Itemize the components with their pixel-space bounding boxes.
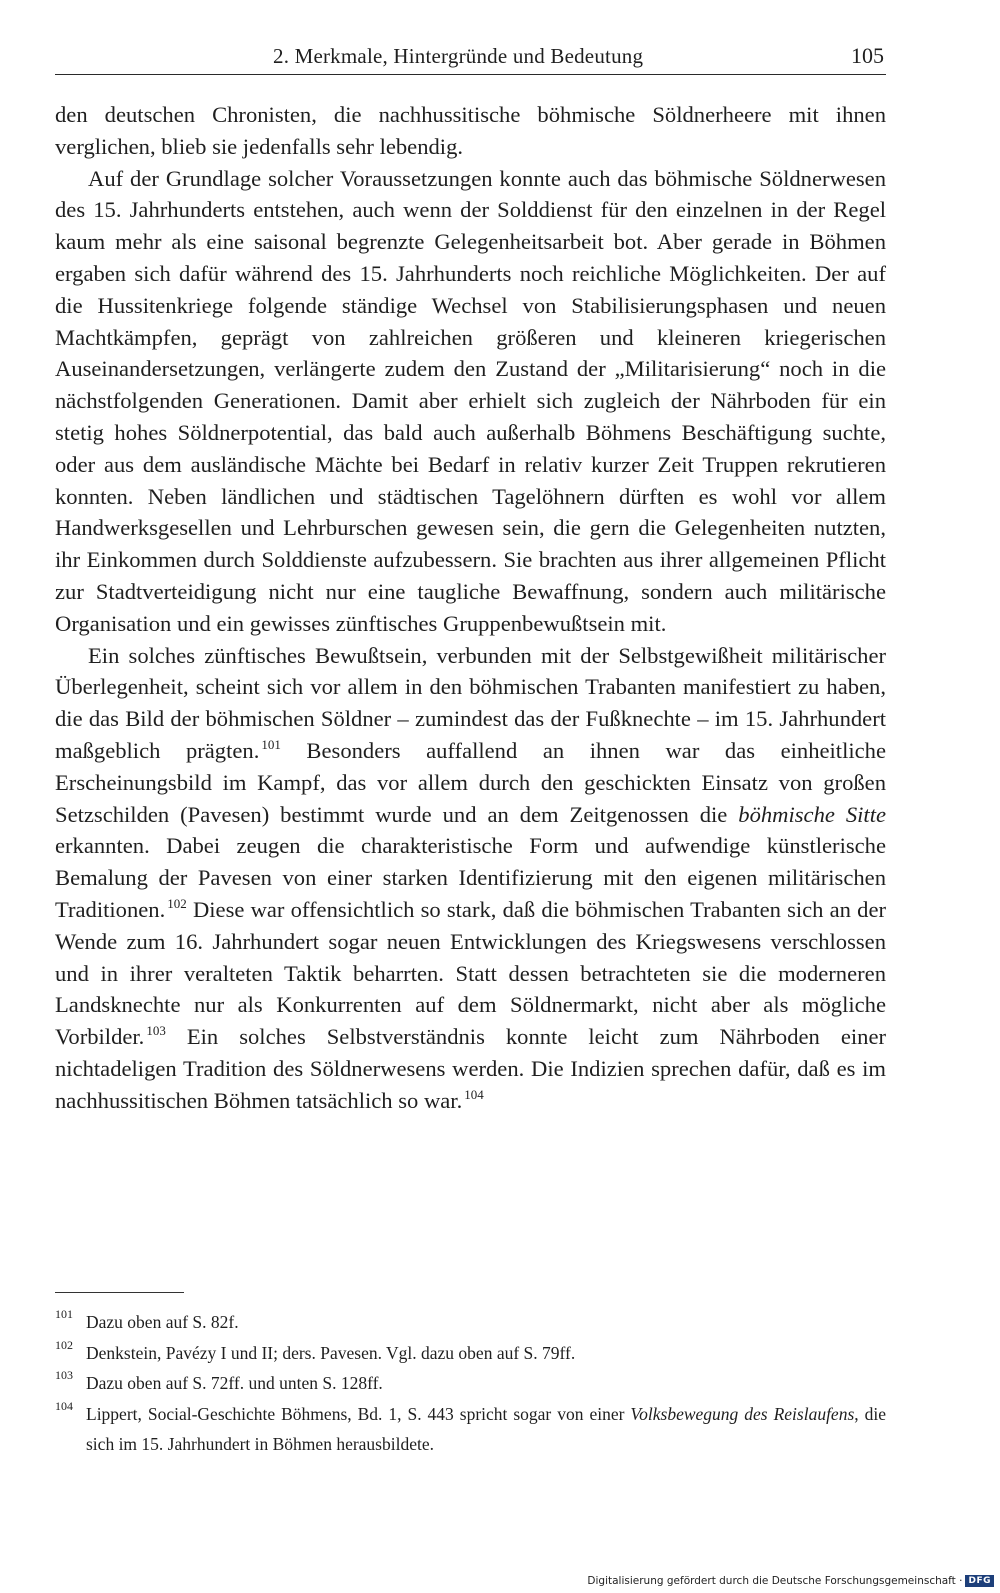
credit-text: Digitalisierung gefördert durch die Deutsche Forschungsgemeinschaft · (587, 1575, 963, 1587)
paragraph-2: Auf der Grundlage solcher Voraussetzungen konnte auch das böhmische Söldnerwesen des 15. Jahrhunderts entstehen, auch wenn der Solddienst für den einzelnen in der Regel kaum mehr als eine saisonal begrenzte Gelegenheitsarbeit bot. Aber gerade in Böhmen ergaben sich dafür während des 15. Jahrhunderts noch reichliche Möglichkeiten. Der auf die Hussitenkriege folgende ständige Wechsel von Stabilisierungsphasen und neuen Machtkämpfen, geprägt von zahlreichen größeren und kleineren kriegerischen Auseinandersetzungen, verlängerte zudem den Zustand der „Militarisierung“ noch in die nächstfolgenden Generationen. Damit aber erhielt sich zugleich der Nährboden für ein stetig hohes Söldnerpotential, das bald auch außerhalb Böhmens Beschäftigung suchte, oder aus dem ausländische Mächte bei Bedarf in relativ kurzer Zeit Truppen rekrutieren konnten. Neben ländlichen und städtischen Tagelöhnern dürften es wohl vor allem Handwerksgesellen und Lehrburschen gewesen sein, die gern die Gelegenheiten nutzten, ihr Einkommen durch Solddienste aufzubessern. Sie brachten aus ihrer allgemeinen Pflicht zur Stadtverteidigung nicht nur eine taugliche Bewaffnung, sondern auch militärische Organisation und ein gewisses zünftisches Gruppenbewußtsein mit. (55, 165, 886, 636)
footnote-text (86, 1399, 886, 1460)
dfg-logo-icon: DFG (965, 1575, 994, 1587)
footnote-104 (55, 1399, 886, 1460)
footnote-reference: 102 (167, 895, 187, 911)
footnote-text: Dazu oben auf S. 82f. (86, 1312, 239, 1332)
footnote-reference: 103 (146, 1023, 166, 1039)
footnote-reference: 101 (261, 736, 281, 752)
footnote-text: Denkstein, Pavézy I und II; ders. Pavesen. Vgl. dazu oben auf S. 79ff. (86, 1342, 576, 1363)
paragraph-3-segment: Ein solches Selbstverständnis konnte leicht zum Nährboden einer nichtadeligen Tradition des Söldnerwesens werden. Die Indizien sprechen dafür, daß es im nachhussitischen Böhmen tatsächlich so war. (55, 1024, 887, 1113)
footnote-number: 102 (55, 1337, 73, 1352)
footnote-text-part: Lippert, Social-Geschichte Böhmens, Bd. 1, S. 443 spricht sogar von einer (86, 1403, 631, 1424)
footnote-101 (55, 1307, 886, 1338)
paragraph-3-segment: Besonders auffallend an ihnen war das einheitliche Erscheinungsbild im Kampf, das vor allem durch den geschickten Einsatz von großen Setzschilden (Pavesen) bestimmt wurde und an dem Zeitgenossen die (55, 737, 886, 827)
footnote-number: 103 (55, 1368, 73, 1382)
digitization-credit (587, 1575, 994, 1587)
book-page (55, 0, 886, 1593)
running-head (55, 40, 886, 75)
page-number: 105 (851, 43, 884, 68)
paragraph-3-segment: Ein solches zünftisches Bewußtsein, verbunden mit der Selbstgewißheit militärischer Überlegenheit, scheint sich vor allem in den böhmischen Trabanten manifestiert zu haben, die das Bild der böhmischen Söldner – zumindest das der Fußknechte – im 15. Jahrhundert maßgeblich prägten. (55, 642, 886, 763)
footnote-italic: Volksbewegung des Reislaufens (630, 1403, 855, 1424)
footnote-103 (55, 1368, 886, 1399)
paragraph-1: den deutschen Chronisten, die nachhussitische böhmische Söldnerheere mit ihnen verglichen, blieb sie jedenfalls sehr lebendig. (55, 102, 886, 159)
body-text (55, 99, 886, 1117)
footnote-number: 104 (55, 1398, 73, 1413)
italic-term: böhmische Sitte (738, 801, 886, 827)
footnote-separator (55, 1292, 184, 1293)
footnote-number: 101 (55, 1307, 73, 1321)
footnotes (55, 1307, 886, 1460)
paragraph-3-segment: Diese war offensichtlich so stark, daß die böhmischen Trabanten sich an der Wende zum 16. Jahrhundert sogar neuen Entwicklungen des Kriegswesens verschlossen und in ihrer veralteten Taktik beharrten. Statt dessen betrachteten sie die moderneren Landsknechte nur als Konkurrenten auf dem Söldnermarkt, nicht aber als mögliche Vorbilder. (55, 896, 886, 1050)
running-head-title: 2. Merkmale, Hintergründe und Bedeutung (273, 44, 644, 68)
footnote-text: Dazu oben auf S. 72ff. und unten S. 128ff. (86, 1373, 383, 1393)
paragraph-3-segment: erkannten. Dabei zeugen die charakteristische Form und aufwendige künstlerische Bemalung der Pavesen von einer starken Identifizierung mit den eigenen militärischen Traditionen. (55, 833, 886, 922)
paragraph-3 (55, 640, 886, 1117)
footnote-reference: 104 (464, 1086, 484, 1102)
footnote-text-part: , die sich im 15. Jahrhundert in Böhmen herausbildete. (86, 1403, 886, 1454)
footnote-102 (55, 1338, 886, 1369)
